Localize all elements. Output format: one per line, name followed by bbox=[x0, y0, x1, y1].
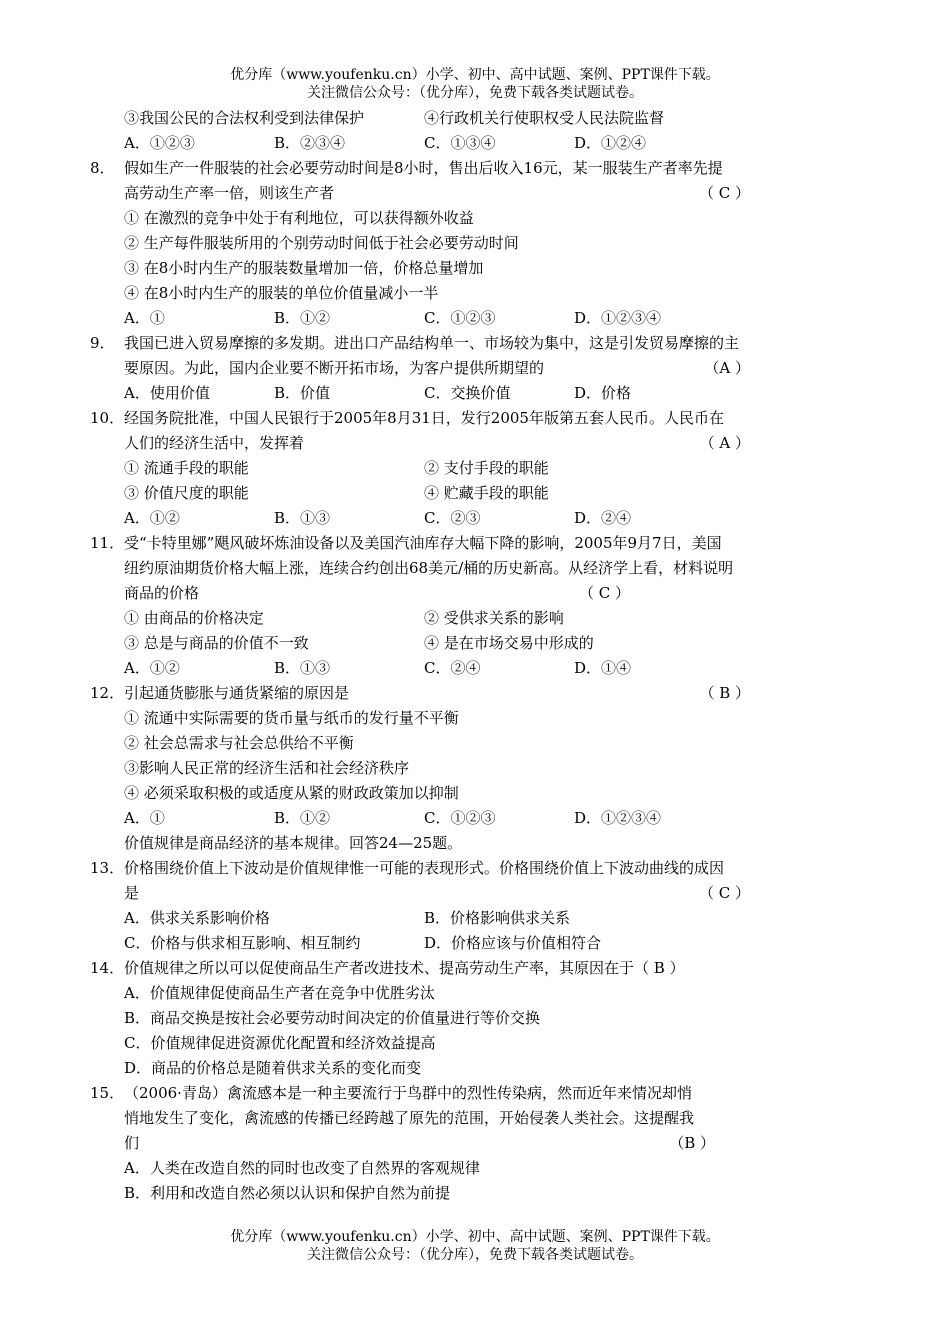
q15-option-b: B．利用和改造自然必须以认识和保护自然为前提 bbox=[124, 1184, 451, 1202]
q12-option-d: D．①②③④ bbox=[574, 809, 662, 827]
q11-number: 11． bbox=[90, 534, 125, 552]
q15-text-3: 们 bbox=[124, 1134, 140, 1152]
header-line-2: 关注微信公众号：（优分库），免费下载各类试题试卷。 bbox=[307, 85, 643, 101]
q13-option-c: C．价格与供求相互影响、相互制约 bbox=[124, 934, 361, 952]
q9-option-d: D．价格 bbox=[574, 384, 632, 402]
q7-item-4: ④行政机关行使职权受人民法院监督 bbox=[424, 109, 665, 127]
q14-option-c: C．价值规律促进资源优化配置和经济效益提高 bbox=[124, 1034, 436, 1052]
q10-option-d: D．②④ bbox=[574, 509, 632, 527]
q7-item-3: ③我国公民的合法权利受到法律保护 bbox=[124, 109, 365, 127]
q12-text-1: 引起通货膨胀与通货紧缩的原因是 bbox=[124, 684, 350, 702]
q11-item-1: ① 由商品的价格决定 bbox=[124, 609, 264, 627]
q8-text-2: 高劳动生产率一倍，则该生产者 bbox=[124, 184, 335, 202]
q13-options-row-1 bbox=[90, 906, 810, 931]
page-header bbox=[0, 66, 950, 102]
q10-text-1: 经国务院批准，中国人民银行于2005年8月31日，发行2005年版第五套人民币。人民币在 bbox=[124, 409, 724, 427]
q7-items bbox=[90, 106, 810, 131]
footer-line-1: 优分库（www.youfenku.cn）小学、初中、高中试题、案例、PPT课件下载。 bbox=[230, 1229, 720, 1245]
q13-text-1: 价格围绕价值上下波动是价值规律惟一可能的表现形式。价格围绕价值上下波动曲线的成因 bbox=[124, 859, 725, 877]
q15-stem-line-2: 悄地发生了变化，禽流感的传播已经跨越了原先的范围，开始侵袭人类社会。这提醒我 bbox=[124, 1109, 695, 1127]
q14-option-d: D．商品的价格总是随着供求关系的变化而变 bbox=[124, 1059, 422, 1077]
q8-text-1: 假如生产一件服装的社会必要劳动时间是8小时，售出后收入16元，某一服装生产者率先提 bbox=[124, 159, 723, 177]
header-line-1: 优分库（www.youfenku.cn）小学、初中、高中试题、案例、PPT课件下载。 bbox=[230, 67, 720, 83]
q10-number: 10． bbox=[90, 409, 125, 427]
q11-item-2: ② 受供求关系的影响 bbox=[424, 609, 564, 627]
question-content bbox=[90, 106, 810, 1206]
q11-option-d: D．①④ bbox=[574, 659, 632, 677]
q8-item-2: ② 生产每件服装所用的个别劳动时间低于社会必要劳动时间 bbox=[124, 234, 519, 252]
q14-option-b: B．商品交换是按社会必要劳动时间决定的价值量进行等价交换 bbox=[124, 1009, 541, 1027]
q13-text-2: 是 bbox=[124, 884, 140, 902]
q13-stem-line-2 bbox=[90, 881, 810, 906]
page-footer bbox=[0, 1228, 950, 1264]
q8-option-c: C．①②③ bbox=[424, 309, 496, 327]
q13-number: 13． bbox=[90, 859, 125, 877]
q11-answer: （ C ） bbox=[578, 584, 630, 602]
q11-stem-line-1 bbox=[90, 531, 810, 556]
q7-option-b: B．②③④ bbox=[274, 134, 346, 152]
q11-stem-line-2: 纽约原油期货价格大幅上涨，连续合约创出68美元/桶的历史新高。从经济学上看，材料说明 bbox=[124, 559, 734, 577]
q12-options bbox=[90, 806, 810, 831]
q9-option-c: C．交换价值 bbox=[424, 384, 511, 402]
q11-stem-line-3 bbox=[90, 581, 810, 606]
q14-number: 14． bbox=[90, 959, 125, 977]
q8-item-3: ③ 在8小时内生产的服装数量增加一倍，价格总量增加 bbox=[124, 259, 484, 277]
q10-items-row-2 bbox=[90, 481, 810, 506]
q14-stem-line-1 bbox=[90, 956, 810, 981]
q10-options bbox=[90, 506, 810, 531]
q14-text-1: 价值规律之所以可以促使商品生产者改进技术、提高劳动生产率，其原因在于 bbox=[124, 959, 635, 977]
q10-stem-line-2 bbox=[90, 431, 810, 456]
q9-stem-line-1 bbox=[90, 331, 810, 356]
q9-options bbox=[90, 381, 810, 406]
q10-option-a: A．①② bbox=[124, 509, 180, 527]
q9-number: 9． bbox=[90, 334, 115, 352]
q8-option-a: A．① bbox=[124, 309, 165, 327]
q7-option-a: A．①②③ bbox=[124, 134, 195, 152]
q15-stem-line-3 bbox=[90, 1131, 810, 1156]
q11-options bbox=[90, 656, 810, 681]
q15-option-a: A．人类在改造自然的同时也改变了自然界的客观规律 bbox=[124, 1159, 480, 1177]
q12-option-a: A．① bbox=[124, 809, 165, 827]
q15-answer: （B ） bbox=[669, 1134, 715, 1152]
q12-item-1: ① 流通中实际需要的货币量与纸币的发行量不平衡 bbox=[124, 709, 459, 727]
q15-stem-line-1 bbox=[90, 1081, 810, 1106]
q8-item-4: ④ 在8小时内生产的服装的单位价值量减小一半 bbox=[124, 284, 439, 302]
q9-text-2: 要原因。为此，国内企业要不断开拓市场，为客户提供所期望的 bbox=[124, 359, 545, 377]
q14-answer: （ B ） bbox=[634, 959, 685, 977]
q12-option-c: C．①②③ bbox=[424, 809, 496, 827]
q7-option-d: D．①②④ bbox=[574, 134, 647, 152]
q12-answer: （ B ） bbox=[699, 684, 750, 702]
q9-stem-line-2 bbox=[90, 356, 810, 381]
q11-item-4: ④ 是在市场交易中形成的 bbox=[424, 634, 594, 652]
q13-option-a: A．供求关系影响价格 bbox=[124, 909, 270, 927]
q10-item-4: ④ 贮藏手段的职能 bbox=[424, 484, 549, 502]
q11-items-row-2 bbox=[90, 631, 810, 656]
q10-item-3: ③ 价值尺度的职能 bbox=[124, 484, 249, 502]
q8-stem-line-2 bbox=[90, 181, 810, 206]
q13-option-b: B．价格影响供求关系 bbox=[424, 909, 571, 927]
q10-option-c: C．②③ bbox=[424, 509, 481, 527]
q13-answer: （ C ） bbox=[698, 884, 750, 902]
q10-stem-line-1 bbox=[90, 406, 810, 431]
q13-stem-line-1 bbox=[90, 856, 810, 881]
q11-option-b: B．①③ bbox=[274, 659, 331, 677]
q9-answer: （A ） bbox=[704, 359, 750, 377]
q12-option-b: B．①② bbox=[274, 809, 331, 827]
q12-number: 12． bbox=[90, 684, 125, 702]
q8-answer: （ C ） bbox=[698, 184, 750, 202]
q14-option-a: A．价值规律促使商品生产者在竞争中优胜劣汰 bbox=[124, 984, 435, 1002]
q15-number: 15． bbox=[90, 1084, 125, 1102]
q13-options-row-2 bbox=[90, 931, 810, 956]
q11-items-row-1 bbox=[90, 606, 810, 631]
q15-text-1: （2006·青岛）禽流感本是一种主要流行于鸟群中的烈性传染病，然而近年来情况却悄 bbox=[124, 1084, 692, 1102]
q11-text-1: 受“卡特里娜”飓风破坏炼油设备以及美国汽油库存大幅下降的影响，2005年9月7日，美国 bbox=[124, 534, 722, 552]
q7-options bbox=[90, 131, 810, 156]
q11-text-3: 商品的价格 bbox=[124, 584, 200, 602]
section-intro: 价值规律是商品经济的基本规律。回答24—25题。 bbox=[124, 834, 463, 852]
q12-stem-line-1 bbox=[90, 681, 810, 706]
q12-item-2: ② 社会总需求与社会总供给不平衡 bbox=[124, 734, 354, 752]
q11-option-a: A．①② bbox=[124, 659, 180, 677]
q9-option-a: A．使用价值 bbox=[124, 384, 210, 402]
q11-item-3: ③ 总是与商品的价值不一致 bbox=[124, 634, 309, 652]
q9-text-1: 我国已进入贸易摩擦的多发期。进出口产品结构单一、市场较为集中，这是引发贸易摩擦的主 bbox=[124, 334, 740, 352]
q8-options bbox=[90, 306, 810, 331]
q12-item-4: ④ 必须采取积极的或适度从紧的财政政策加以抑制 bbox=[124, 784, 459, 802]
q8-option-d: D．①②③④ bbox=[574, 309, 662, 327]
q10-answer: （ A ） bbox=[699, 434, 750, 452]
q9-option-b: B．价值 bbox=[274, 384, 331, 402]
q11-option-c: C．②④ bbox=[424, 659, 481, 677]
q8-number: 8． bbox=[90, 159, 115, 177]
q10-option-b: B．①③ bbox=[274, 509, 331, 527]
q10-item-1: ① 流通手段的职能 bbox=[124, 459, 249, 477]
q7-option-c: C．①③④ bbox=[424, 134, 496, 152]
footer-line-2: 关注微信公众号：（优分库），免费下载各类试题试卷。 bbox=[307, 1247, 643, 1263]
q12-item-3: ③影响人民正常的经济生活和社会经济秩序 bbox=[124, 759, 410, 777]
q8-stem-line-1 bbox=[90, 156, 810, 181]
q10-item-2: ② 支付手段的职能 bbox=[424, 459, 549, 477]
q10-items-row-1 bbox=[90, 456, 810, 481]
q13-option-d: D．价格应该与价值相符合 bbox=[424, 934, 602, 952]
q8-option-b: B．①② bbox=[274, 309, 331, 327]
q8-item-1: ① 在激烈的竞争中处于有利地位，可以获得额外收益 bbox=[124, 209, 474, 227]
q10-text-2: 人们的经济生活中，发挥着 bbox=[124, 434, 305, 452]
